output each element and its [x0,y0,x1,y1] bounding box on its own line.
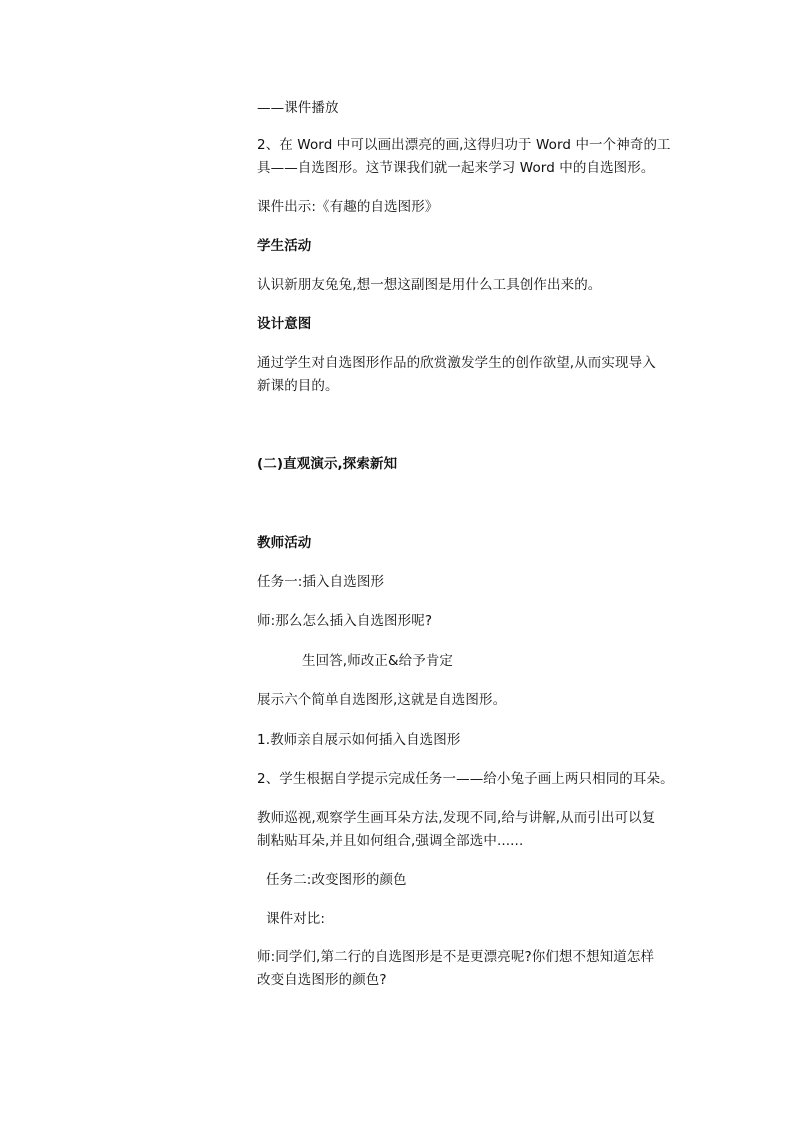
text-line: 展示六个简单自选图形,这就是自选图形。 [257,692,507,708]
section-heading: 教师活动 [257,535,312,551]
text-line: 师:那么怎么插入自选图形呢? [257,613,433,629]
text-line: 任务一:插入自选图形 [257,574,385,590]
text-line: 新课的目的。 [257,378,339,394]
text-line: 任务二:改变图形的颜色 [266,872,407,888]
text-line: 制粘贴耳朵,并且如何组合,强调全部选中...... [257,833,524,849]
section-heading: (二)直观演示,探索新知 [257,456,398,472]
text-line: 课件出示:《有趣的自选图形》 [257,199,439,215]
text-line: 生回答,师改正&给予肯定 [302,653,454,669]
text-line: 改变自选图形的颜色? [257,972,387,988]
text-line: 1.教师亲自展示如何插入自选图形 [257,732,461,748]
text-line: 认识新朋友兔兔,想一想这副图是用什么工具创作出来的。 [257,277,602,293]
text-line: 2、学生根据自学提示完成任务一——给小兔子画上两只相同的耳朵。 [257,771,674,787]
text-line: ——课件播放 [257,100,339,116]
text-line: 课件对比: [266,911,326,927]
text-line: 师:同学们,第二行的自选图形是不是更漂亮呢?你们想不想知道怎样 [257,949,655,965]
section-heading: 设计意图 [257,316,312,332]
text-line: 通过学生对自选图形作品的欣赏激发学生的创作欲望,从而实现导入 [257,355,656,371]
text-line: 具——自选图形。这节课我们就一起来学习 Word 中的自选图形。 [257,160,655,176]
text-line: 2、在 Word 中可以画出漂亮的画,这得归功于 Word 中一个神奇的工 [257,137,671,153]
text-line: 教师巡视,观察学生画耳朵方法,发现不同,给与讲解,从而引出可以复 [257,810,656,826]
section-heading: 学生活动 [257,238,312,254]
